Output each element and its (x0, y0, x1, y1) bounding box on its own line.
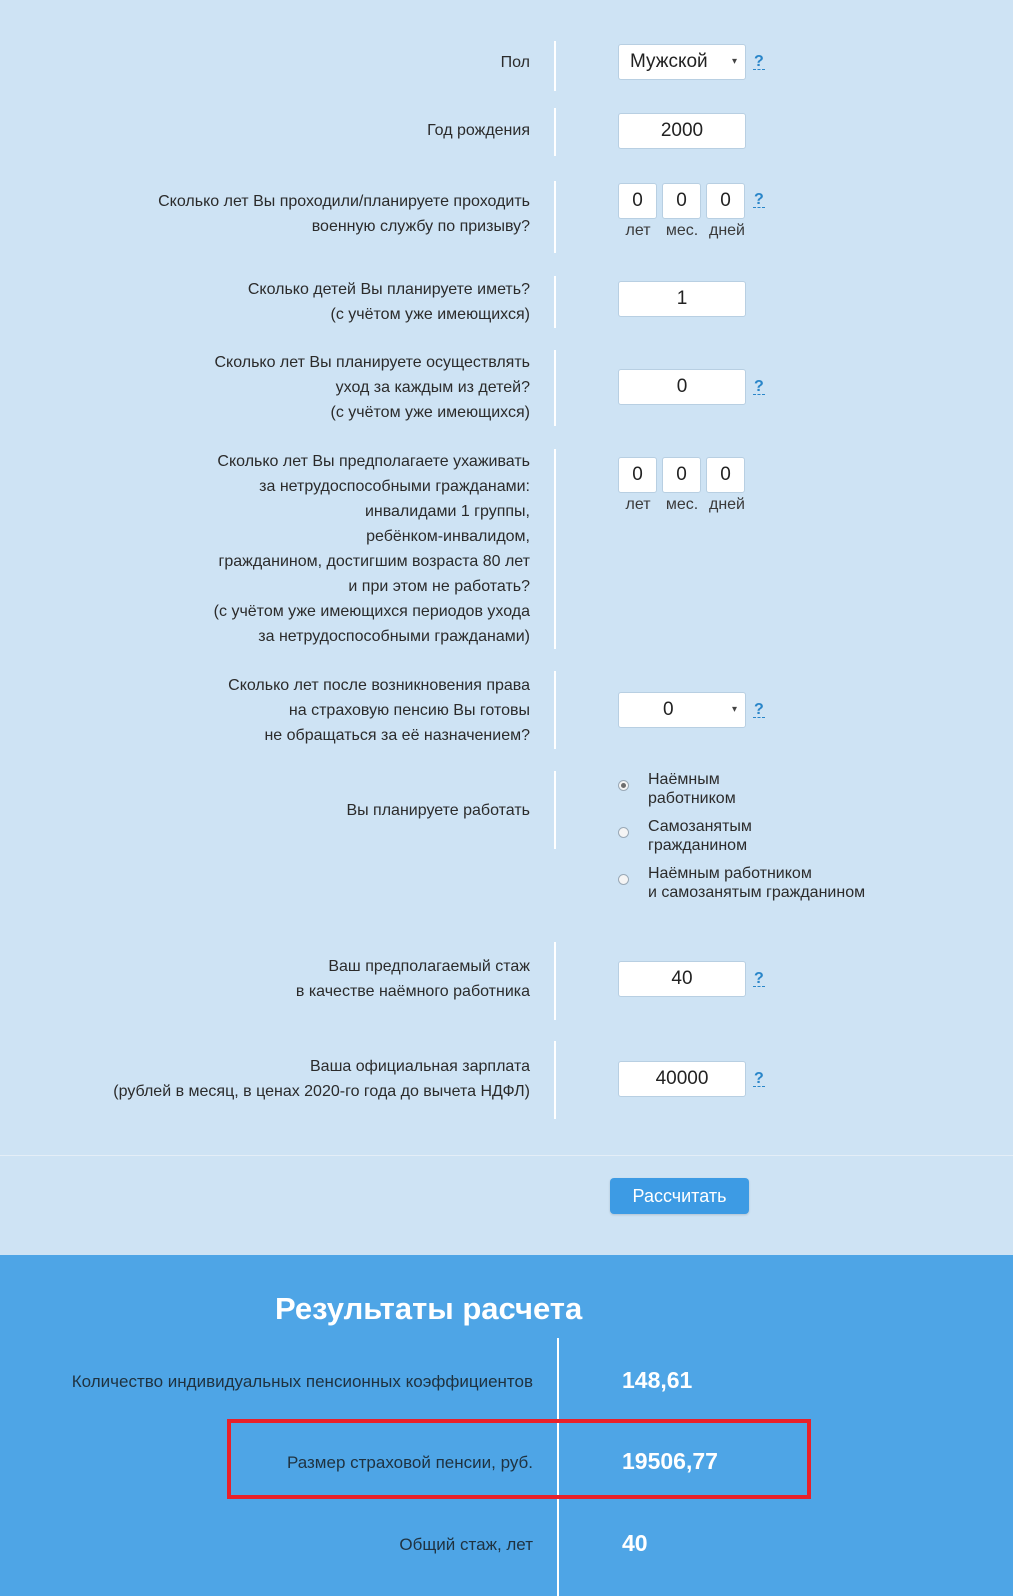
radio-label-line: Наёмным (648, 771, 720, 788)
column-divider (554, 1041, 556, 1119)
salary-label (113, 1054, 530, 1104)
disabled-care-label (214, 449, 530, 649)
child-care-label-line: (с учётом уже имеющихся) (330, 404, 530, 421)
deferral-select-value: 0 (663, 699, 674, 720)
years-unit-label: лет (625, 496, 651, 513)
column-divider (554, 671, 556, 749)
experience-help-icon[interactable]: ? (754, 970, 764, 987)
column-divider (554, 108, 556, 156)
deferral-label (228, 673, 530, 748)
salary-help-icon[interactable]: ? (754, 1070, 764, 1087)
salary-input[interactable]: 40000 (618, 1061, 746, 1097)
children-label-line: Сколько детей Вы планируете иметь? (247, 281, 530, 298)
results-title: Результаты расчета (275, 1291, 583, 1326)
column-divider (554, 350, 556, 426)
experience-label (296, 954, 530, 1004)
disabled-care-years-input[interactable]: 0 (618, 457, 657, 493)
disabled-care-months-input[interactable]: 0 (662, 457, 701, 493)
disabled-care-label-line: за нетрудоспособными гражданами) (258, 628, 530, 645)
coefficients-label: Количество индивидуальных пенсионных коэффициентов (71, 1372, 533, 1391)
column-divider (554, 41, 556, 91)
child-care-label (214, 350, 530, 425)
radio-label-line: Самозанятым (648, 818, 752, 835)
child-care-label-line: уход за каждым из детей? (335, 379, 530, 396)
chevron-down-icon: ▾ (731, 56, 737, 67)
military-years-input[interactable]: 0 (618, 183, 657, 219)
gender-label: Пол (500, 54, 530, 71)
gender-help-icon[interactable]: ? (754, 53, 764, 70)
deferral-label-line: на страховую пенсию Вы готовы (288, 702, 530, 719)
coefficients-value: 148,61 (622, 1367, 693, 1393)
calculate-button[interactable]: Рассчитать (610, 1178, 749, 1214)
months-unit-label: мес. (665, 222, 699, 239)
radio-label-line: гражданином (648, 837, 748, 854)
military-months-input[interactable]: 0 (662, 183, 701, 219)
birth-year-label: Год рождения (427, 122, 530, 139)
radio-label-line: Наёмным работником (648, 865, 812, 882)
chevron-down-icon: ▾ (731, 704, 737, 715)
disabled-care-label-line: ребёнком-инвалидом, (366, 528, 530, 545)
deferral-label-line: Сколько лет после возникновения права (228, 677, 530, 694)
section-divider (0, 1155, 1013, 1156)
child-care-label-line: Сколько лет Вы планируете осуществлять (214, 354, 530, 371)
pension-amount-label: Размер страховой пенсии, руб. (286, 1453, 533, 1472)
months-unit-label: мес. (665, 496, 699, 513)
work-type-radio-employee[interactable] (618, 780, 629, 791)
military-days-input[interactable]: 0 (706, 183, 745, 219)
experience-label-line: в качестве наёмного работника (295, 983, 530, 1000)
results-panel (0, 1255, 1013, 1596)
experience-input[interactable]: 40 (618, 961, 746, 997)
military-service-label-line: Сколько лет Вы проходили/планируете проходить (158, 193, 530, 210)
work-type-option-employee[interactable] (648, 770, 736, 808)
child-care-years-input[interactable]: 0 (618, 369, 746, 405)
column-divider (554, 942, 556, 1020)
experience-label-line: Ваш предполагаемый стаж (328, 958, 530, 975)
deferral-select[interactable] (618, 692, 746, 728)
disabled-care-label-line: гражданином, достигшим возраста 80 лет (218, 553, 530, 570)
work-type-option-self-employed[interactable] (648, 817, 752, 855)
children-count-input[interactable]: 1 (618, 281, 746, 317)
column-divider (554, 449, 556, 649)
deferral-help-icon[interactable]: ? (754, 701, 764, 718)
disabled-care-label-line: Сколько лет Вы предполагаете ухаживать (217, 453, 530, 470)
salary-label-line: (рублей в месяц, в ценах 2020-го года до вычета НДФЛ) (113, 1083, 530, 1100)
pension-amount-value: 19506,77 (622, 1448, 718, 1474)
total-experience-value: 40 (622, 1530, 648, 1556)
children-label-line: (с учётом уже имеющихся) (330, 306, 530, 323)
total-experience-label: Общий стаж, лет (399, 1535, 533, 1554)
pension-highlight-box (227, 1419, 811, 1499)
column-divider (554, 181, 556, 253)
disabled-care-label-line: за нетрудоспособными гражданами: (259, 478, 530, 495)
disabled-care-label-line: инвалидами 1 группы, (364, 503, 530, 520)
child-care-help-icon[interactable]: ? (754, 378, 764, 395)
deferral-label-line: не обращаться за её назначением? (264, 727, 530, 744)
work-type-option-both[interactable] (648, 864, 865, 902)
column-divider (554, 771, 556, 849)
children-label (248, 277, 530, 327)
work-type-radio-both[interactable] (618, 874, 629, 885)
column-divider (554, 276, 556, 328)
days-unit-label: дней (708, 222, 745, 239)
disabled-care-label-line: (с учётом уже имеющихся периодов ухода (213, 603, 530, 620)
salary-label-line: Ваша официальная зарплата (310, 1058, 530, 1075)
radio-label-line: работником (648, 790, 736, 807)
gender-select[interactable] (618, 44, 746, 80)
military-help-icon[interactable]: ? (754, 191, 764, 208)
work-type-radio-self-employed[interactable] (618, 827, 629, 838)
military-service-label (158, 189, 530, 239)
days-unit-label: дней (708, 496, 745, 513)
gender-select-value: Мужской (630, 51, 708, 72)
disabled-care-days-input[interactable]: 0 (706, 457, 745, 493)
military-service-label-line: военную службу по призыву? (311, 218, 530, 235)
birth-year-input[interactable]: 2000 (618, 113, 746, 149)
radio-label-line: и самозанятым гражданином (648, 884, 866, 901)
years-unit-label: лет (625, 222, 651, 239)
work-type-label: Вы планируете работать (346, 802, 530, 819)
disabled-care-label-line: и при этом не работать? (348, 578, 530, 595)
